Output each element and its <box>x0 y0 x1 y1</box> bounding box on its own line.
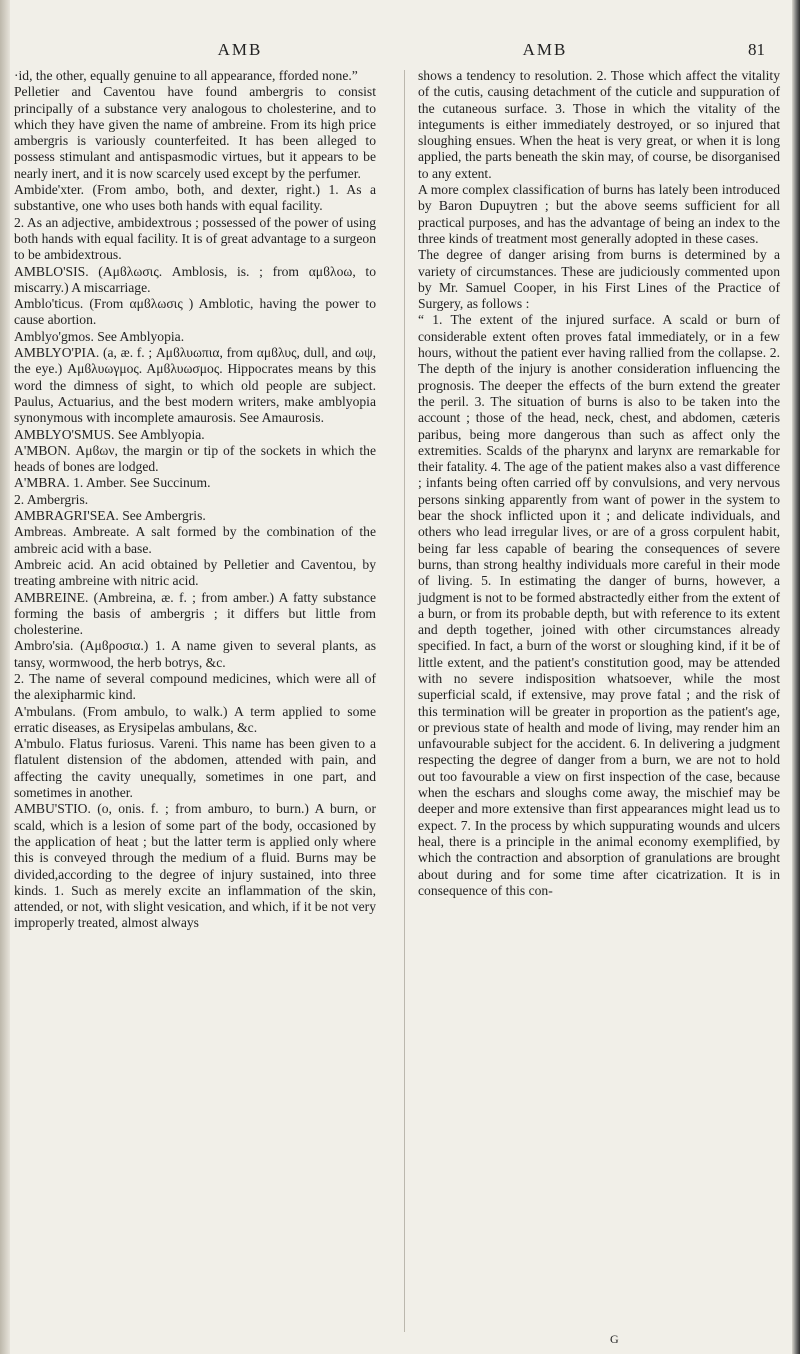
paragraph: Ambreic acid. An acid obtained by Pelletier and Caventou, by treating ambreine with nitric acid. <box>14 556 376 589</box>
paragraph: Ambro'sia. (Αμϐροσια.) 1. A name given to several plants, as tansy, wormwood, the herb botrys, &c. <box>14 638 376 670</box>
page-number: 81 <box>748 40 765 59</box>
paragraph: AMBLYO'PIA. (a, æ. f. ; Αμϐλυωπια, from αμϐλυς, dull, and ωψ, the eye.) Αμϐλυωγμος. Αμϐλυωσμος. Hippocrates means by this word the dimness of sight, to which old people are subject. Paulus, Actuarius, and the best modern writers, make amblyopia synonymous with incomplete amaurosis. See Amaurosis. <box>14 345 376 426</box>
paragraph: 2. As an adjective, ambidextrous ; possessed of the power of using both hands with equal facility. It is of great advantage to a surgeon to be ambidextrous. <box>14 214 376 263</box>
left-column <box>14 68 376 932</box>
paragraph: Amblo'ticus. (From αμϐλωσις ) Amblotic, having the power to cause abortion. <box>14 296 376 328</box>
paragraph: 2. Ambergris. <box>14 491 89 507</box>
paragraph: AMBRAGRI'SEA. See Ambergris. <box>14 508 206 524</box>
running-head-right: AMB <box>522 40 568 59</box>
paragraph: 2. The name of several compound medicines, which were all of the alexipharmic kind. <box>14 670 376 703</box>
page-edge-shadow <box>792 0 800 1354</box>
paragraph: Ambide'xter. (From ambo, both, and dexter, right.) 1. As a substantive, one who uses both hands with equal facility. <box>14 182 376 214</box>
paragraph: shows a tendency to resolution. 2. Those which affect the vitality of the cutis, causing detachment of the cuticle and suppuration of the cutaneous surface. 3. Those in which the vitality of the integuments is either immediately destroyed, or so injured that sloughing ensues. When the heat is very great, or when it is long applied, the parts beneath the skin may, of course, be disorganised to any extent. <box>418 68 780 181</box>
page-gutter-shadow <box>0 0 10 1354</box>
paragraph: A more complex classification of burns has lately been introduced by Baron Dupuytren ; but the above seems sufficient for all practical purposes, and has the advantage of being an index to the three kinds of treatment most generally adopted in these cases. <box>418 182 780 246</box>
paragraph: A'mbulo. Flatus furiosus. Vareni. This name has been given to a flatulent distension of the abdomen, attended with pain, and affecting the cavity unequally, sometimes in one part, and sometimes in another. <box>14 736 376 801</box>
paragraph: The degree of danger arising from burns is determined by a variety of circumstances. These are judiciously commented upon by Mr. Samuel Cooper, in his First Lines of the Practice of Surgery, as follows : <box>418 247 780 312</box>
paragraph: AMBREINE. (Ambreina, æ. f. ; from amber.) A fatty substance forming the basis of ambergris ; it differs but little from cholesterine. <box>14 589 376 638</box>
running-head-left: AMB <box>217 40 263 59</box>
paragraph: A'mbulans. (From ambulo, to walk.) A term applied to some erratic diseases, as Erysipelas ambulans, &c. <box>14 703 376 735</box>
paragraph: AMBU'STIO. (o, onis. f. ; from amburo, to burn.) A burn, or scald, which is a lesion of some part of the body, occasioned by the application of heat ; but the latter term is applied only where this is conveyed through the medium of a fluid. Burns may be divided,according to the degree of injury sustained, into three kinds. 1. Such as merely excite an inflammation of the skin, attended, or not, with slight vesication, and which, if it be not very improperly treated, almost always <box>14 801 376 931</box>
column-divider <box>404 70 405 1332</box>
paragraph: Amblyo'gmos. See Amblyopia. <box>14 328 185 344</box>
paragraph: Pelletier and Caventou have found ambergris to consist principally of a substance very analogous to cholesterine, and to which they have given the name of ambreine. From its high price ambergris is variously counterfeited. It has been alleged to possess stimulant and antispasmodic virtues, but it appears to be nearly inert, and it is now scarcely used except by the perfumer. <box>14 84 376 181</box>
signature-mark: G <box>610 1332 619 1346</box>
right-column <box>418 68 780 899</box>
paragraph: A'MBRA. 1. Amber. See Succinum. <box>14 475 211 491</box>
paragraph: AMBLYO'SMUS. See Amblyopia. <box>14 426 205 442</box>
paragraph: Ambreas. Ambreate. A salt formed by the combination of the ambreic acid with a base. <box>14 524 376 556</box>
paragraph: ·id, the other, equally genuine to all appearance, fforded none.” <box>14 68 358 83</box>
paragraph: AMBLO'SIS. (Αμϐλωσις. Amblosis, is. ; from αμϐλοω, to miscarry.) A miscarriage. <box>14 263 376 295</box>
paragraph: “ 1. The extent of the injured surface. A scald or burn of considerable extent often proves fatal immediately, or in a few hours, without the patient ever having rallied from the collapse. 2. The depth of the injury is another consideration influencing the prognosis. The deeper the effects of the burn extend the greater the peril. 3. The situation of burns is also to be taken into the account ; those of the head, neck, chest, and abdomen, cæteris paribus, being more dangerous than such as affect only the extremities. Scalds of the pharynx and larynx are remarkable for their fatality. 4. The age of the patient makes also a vast difference ; infants being often carried off by convulsions, and very nervous persons sinking apparently from want of power in the system to bear the shock inflicted upon it ; and delicate individuals, and others who lead irregular lives, or are of a gross corpulent habit, being far less capable of bearing the consequences of severe burns, than strong healthy individuals more careful in their mode of living. 5. In estimating the danger of burns, however, a judgment is not to be formed abstractedly either from the extent of a burn, or from its probable depth, but with reference to its extent and depth together, joined with other circumstances already specified. In fact, a burn of the worst or sloughing kind, if it be of little extent, and the patient's constitution good, may be attended with no severe indisposition whatsoever, while the most superficial scald, if extensive, may prove fatal ; and the risk of this termination will be greater in proportion as the patient's age, or previous state of health and mode of living, may render him an unfavourable subject for the accident. 6. In delivering a judgment respecting the degree of danger from a burn, we are not to hold out too favourable a view on first inspection of the case, because when the eschars and sloughs come away, the mischief may be deeper and more extensive than first appearances might lead us to expect. 7. In the process by which suppurating wounds and ulcers heal, there is a principle in the animal economy exemplified, by which the contraction and absorption of granulations are brought about during and for some time after cicatrization. It is in consequence of this con- <box>418 312 781 898</box>
paragraph: A'MBON. Αμϐων, the margin or tip of the sockets in which the heads of bones are lodged. <box>14 442 376 475</box>
